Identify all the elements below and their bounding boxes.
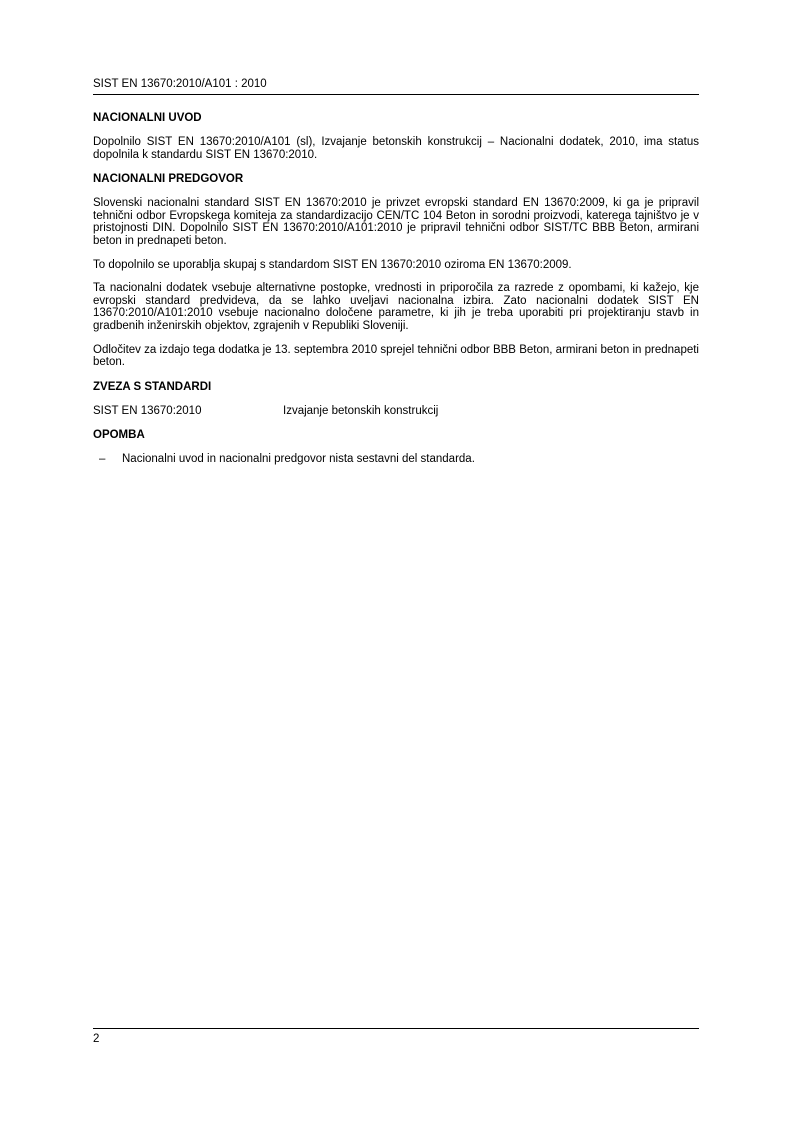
foreword-paragraph-3: Ta nacionalni dodatek vsebuje alternativne postopke, vrednosti in priporočila za razrede z opombami, ki kažejo, kje evropski standard predvideva, da se lahko uveljavi nacionalna izbira. Zato nacionalni dodatek SIST EN 13670:2010/A101:2010 vsebuje nacionalno določene parametre, ki jih je treba uporabiti pri projektiranju stavb in gradbenih inženirskih objektov, zgrajenih v Republiki Sloveniji.	[93, 282, 699, 332]
footer-divider	[93, 1028, 699, 1029]
running-header: SIST EN 13670:2010/A101 : 2010	[93, 78, 267, 90]
section-heading-national-intro: NACIONALNI UVOD	[93, 112, 202, 124]
standard-code: SIST EN 13670:2010	[93, 404, 202, 417]
section-heading-national-foreword: NACIONALNI PREDGOVOR	[93, 173, 244, 186]
note-list	[93, 453, 699, 466]
header-divider	[93, 94, 699, 95]
standard-reference-row	[93, 405, 699, 418]
foreword-paragraph-1: Slovenski nacionalni standard SIST EN 13670:2010 je privzet evropski standard EN 13670:2009, ki ga je pripravil tehnični odbor Evropskega komiteja za standardizacijo CEN/TC 104 Beton in sorodni proizvodi, katerega tajništvo je v pristojnosti DIN. Dopolnilo SIST EN 13670:2010/A101:2010 je pripravil tehnični odbor SIST/TC BBB Beton, armirani beton in prednapeti beton.	[93, 197, 699, 247]
foreword-paragraph-2: To dopolnilo se uporablja skupaj s standardom SIST EN 13670:2010 oziroma EN 13670:2009.	[93, 258, 572, 271]
section-heading-note: OPOMBA	[93, 429, 145, 442]
section-heading-standards-link: ZVEZA S STANDARDI	[93, 380, 212, 393]
list-item	[99, 453, 699, 466]
standard-title: Izvajanje betonskih konstrukcij	[283, 404, 439, 417]
page-number: 2	[93, 1033, 100, 1045]
document-body	[93, 111, 699, 466]
dash-bullet: –	[99, 453, 106, 466]
note-text: Nacionalni uvod in nacionalni predgovor nista sestavni del standarda.	[122, 453, 475, 466]
national-intro-paragraph: Dopolnilo SIST EN 13670:2010/A101 (sl), Izvajanje betonskih konstrukcij – Nacionalni dodatek, 2010, ima status dopolnila k standardu SIST EN 13670:2010.	[93, 136, 699, 161]
foreword-paragraph-4: Odločitev za izdajo tega dodatka je 13. septembra 2010 sprejel tehnični odbor BBB Beton, armirani beton in prednapeti beton.	[93, 343, 699, 369]
